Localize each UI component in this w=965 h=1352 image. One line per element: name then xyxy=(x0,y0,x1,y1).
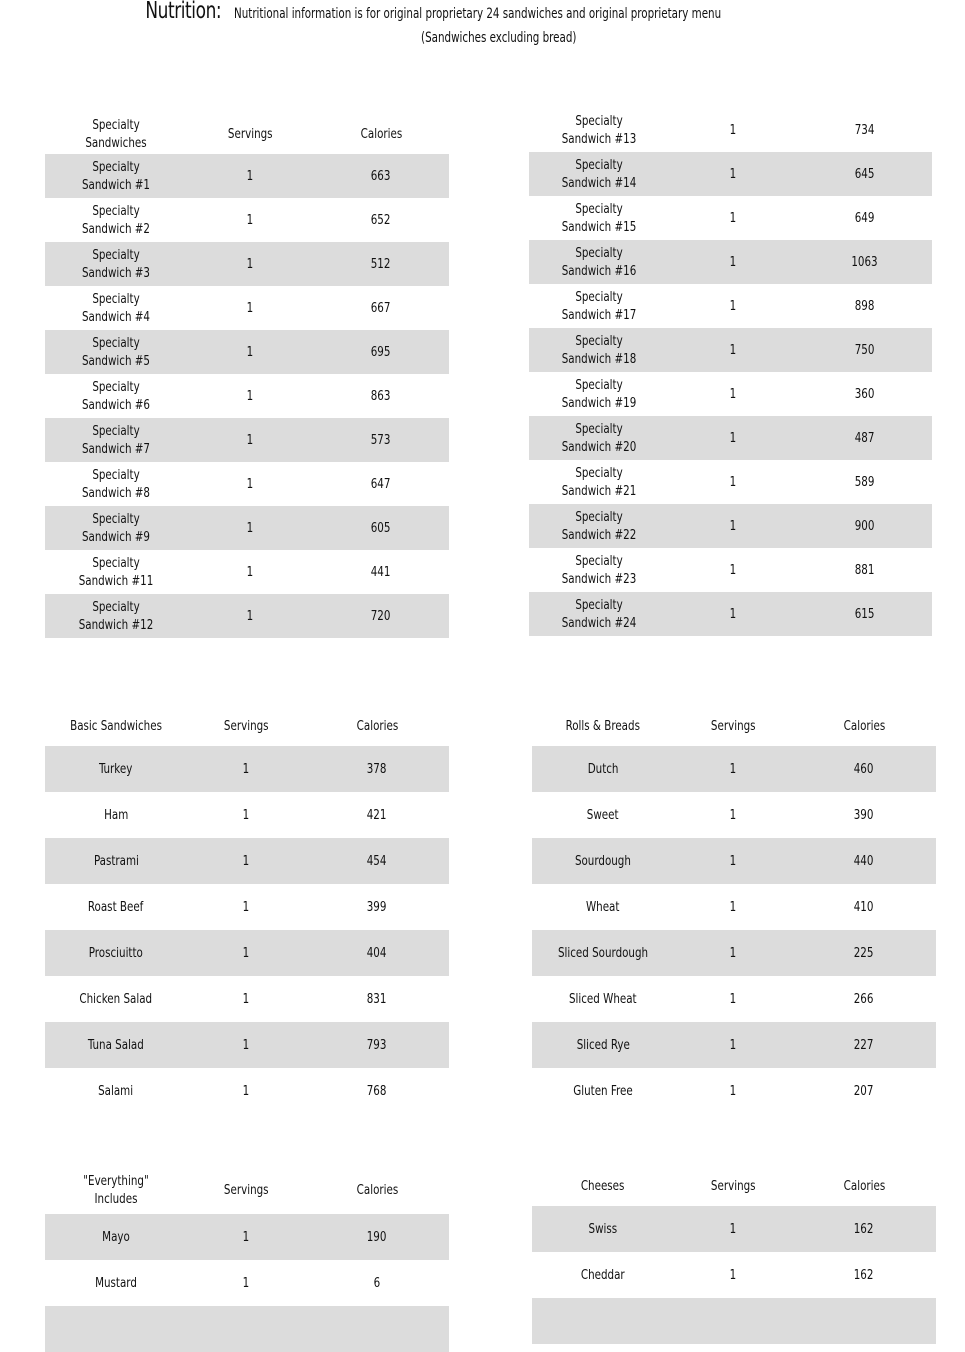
servings-value: 1 xyxy=(242,761,250,777)
item-name: Specialty Sandwich #13 xyxy=(561,113,637,147)
table-row xyxy=(45,550,449,594)
table-row xyxy=(45,154,449,198)
servings-value: 1 xyxy=(246,432,254,448)
calories-value: 695 xyxy=(371,344,391,360)
table-row xyxy=(45,792,449,838)
item-name: Specialty Sandwich #9 xyxy=(81,511,150,545)
servings-value: 1 xyxy=(729,562,737,578)
servings-value: 1 xyxy=(242,899,250,915)
item-name: Specialty Sandwich #15 xyxy=(561,201,637,235)
item-name: Wheat xyxy=(586,899,620,915)
calories-value: 390 xyxy=(854,807,874,823)
servings-value: 1 xyxy=(246,520,254,536)
item-name: Swiss xyxy=(588,1221,618,1237)
calories-value: 460 xyxy=(854,761,874,777)
item-name: Dutch xyxy=(587,761,619,777)
calories-value: 667 xyxy=(371,300,391,316)
calories-value: 720 xyxy=(371,608,391,624)
servings-value: 1 xyxy=(729,807,737,823)
calories-value: 768 xyxy=(367,1083,387,1099)
column-header: Calories xyxy=(360,126,402,142)
servings-value: 1 xyxy=(729,1083,737,1099)
table-row xyxy=(532,1206,936,1252)
calories-value: 615 xyxy=(854,606,875,622)
column-header: Rolls & Breads xyxy=(565,718,641,734)
table-row xyxy=(45,1214,449,1260)
calories-value: 266 xyxy=(854,991,874,1007)
calories-value: 793 xyxy=(367,1037,387,1053)
table-row xyxy=(45,1068,449,1114)
table-row xyxy=(529,152,932,196)
table-row xyxy=(532,930,936,976)
servings-value: 1 xyxy=(246,476,254,492)
item-name: Roast Beef xyxy=(88,899,144,915)
table-row xyxy=(45,462,449,506)
servings-value: 1 xyxy=(729,1221,737,1237)
servings-value: 1 xyxy=(242,1083,250,1099)
table-row xyxy=(45,746,449,792)
table-header-row xyxy=(532,1166,936,1206)
servings-value: 1 xyxy=(729,254,737,270)
table-row xyxy=(529,592,932,636)
column-header: Servings xyxy=(227,126,273,142)
table-row xyxy=(532,976,936,1022)
table-row xyxy=(45,594,449,638)
calories-value xyxy=(305,1320,449,1338)
table-header-row xyxy=(45,706,449,746)
column-header: Calories xyxy=(356,1182,398,1198)
servings-value: 1 xyxy=(246,256,254,272)
calories-value: 190 xyxy=(367,1229,387,1245)
calories-value: 831 xyxy=(367,991,387,1007)
item-name: Sliced Rye xyxy=(576,1037,630,1053)
calories-value: 663 xyxy=(371,168,391,184)
servings-value: 1 xyxy=(729,122,737,138)
table-row xyxy=(45,930,449,976)
item-name: Specialty Sandwich #7 xyxy=(81,423,150,457)
item-name: Specialty Sandwich #3 xyxy=(81,247,150,281)
servings-value: 1 xyxy=(246,212,254,228)
column-header: Specialty Sandwiches xyxy=(85,117,147,151)
item-name: Specialty Sandwich #20 xyxy=(561,421,637,455)
table-row xyxy=(45,374,449,418)
servings-value: 1 xyxy=(729,430,737,446)
table-row xyxy=(529,240,932,284)
item-name: Specialty Sandwich #12 xyxy=(78,599,154,633)
calories-value: 900 xyxy=(854,518,875,534)
calories-value: 207 xyxy=(854,1083,874,1099)
table-row xyxy=(45,418,449,462)
item-name: Specialty Sandwich #6 xyxy=(81,379,150,413)
column-header: Cheeses xyxy=(581,1178,625,1194)
table-row xyxy=(532,884,936,930)
column-header: Servings xyxy=(710,718,756,734)
calories-value: 605 xyxy=(371,520,391,536)
item-name: Gluten Free xyxy=(573,1083,633,1099)
calories-value: 162 xyxy=(854,1267,874,1283)
servings-value: 1 xyxy=(729,899,737,915)
item-name: Sweet xyxy=(587,807,619,823)
servings-value: 1 xyxy=(242,1229,250,1245)
item-name: Pastrami xyxy=(93,853,139,869)
servings-value xyxy=(187,1320,305,1338)
servings-value: 1 xyxy=(242,1037,250,1053)
column-header: Calories xyxy=(356,718,398,734)
item-name: Specialty Sandwich #23 xyxy=(561,553,637,587)
table-row xyxy=(532,1068,936,1114)
calories-value: 410 xyxy=(854,899,874,915)
table-row xyxy=(45,242,449,286)
table-row xyxy=(532,1022,936,1068)
item-name: Turkey xyxy=(99,761,133,777)
servings-value: 1 xyxy=(729,474,737,490)
item-name: Salami xyxy=(98,1083,134,1099)
servings-value: 1 xyxy=(246,608,254,624)
table-header-row xyxy=(45,114,449,154)
calories-value: 6 xyxy=(373,1275,381,1291)
servings-value: 1 xyxy=(242,807,250,823)
calories-value: 440 xyxy=(854,853,874,869)
servings-value: 1 xyxy=(729,210,737,226)
calories-value: 649 xyxy=(854,210,875,226)
table-row xyxy=(529,108,932,152)
item-name: Prosciuitto xyxy=(88,945,144,961)
column-header: Servings xyxy=(710,1178,756,1194)
page-title: Nutrition: xyxy=(145,0,222,24)
item-name: Mayo xyxy=(102,1229,130,1245)
calories-value: 487 xyxy=(854,430,875,446)
calories-value: 652 xyxy=(371,212,391,228)
item-name: Mustard xyxy=(95,1275,137,1291)
servings-value: 1 xyxy=(729,298,737,314)
table-row xyxy=(529,284,932,328)
page-note: (Sandwiches excluding bread) xyxy=(420,30,577,46)
item-name: Specialty Sandwich #8 xyxy=(81,467,150,501)
servings-value: 1 xyxy=(729,945,737,961)
item-name: Ham xyxy=(103,807,129,823)
item-name: Specialty Sandwich #22 xyxy=(561,509,637,543)
item-name: Specialty Sandwich #11 xyxy=(78,555,154,589)
item-name: Specialty Sandwich #5 xyxy=(81,335,150,369)
table-row xyxy=(529,372,932,416)
item-name: Specialty Sandwich #4 xyxy=(81,291,150,325)
item-name: Tuna Salad xyxy=(88,1037,144,1053)
calories-value: 378 xyxy=(367,761,387,777)
table-row xyxy=(45,976,449,1022)
servings-value: 1 xyxy=(242,991,250,1007)
column-header: Basic Sandwiches xyxy=(70,718,162,734)
calories-value: 645 xyxy=(854,166,875,182)
page-subtitle: Nutritional information is for original proprietary 24 sandwiches and original proprietary menu xyxy=(234,6,722,22)
table-row xyxy=(529,196,932,240)
servings-value: 1 xyxy=(729,386,737,402)
servings-value: 1 xyxy=(242,945,250,961)
calories-value: 512 xyxy=(371,256,391,272)
servings-value: 1 xyxy=(242,853,250,869)
table-row xyxy=(45,330,449,374)
table-row xyxy=(532,792,936,838)
calories-value: 421 xyxy=(367,807,387,823)
calories-value: 441 xyxy=(371,564,391,580)
servings-value: 1 xyxy=(246,388,254,404)
table-row xyxy=(45,506,449,550)
header-note-line xyxy=(0,30,965,46)
table-row xyxy=(532,838,936,884)
servings-value: 1 xyxy=(729,1267,737,1283)
calories-value: 454 xyxy=(367,853,387,869)
item-name: Sourdough xyxy=(575,853,631,869)
servings-value: 1 xyxy=(729,991,737,1007)
calories-value xyxy=(792,1312,936,1330)
table-row xyxy=(45,884,449,930)
table-header-row xyxy=(45,1166,449,1214)
item-name: Sliced Sourdough xyxy=(557,945,649,961)
table-row xyxy=(45,1306,449,1352)
table-row xyxy=(529,328,932,372)
item-name: Chicken Salad xyxy=(79,991,153,1007)
column-header: Servings xyxy=(223,718,269,734)
servings-value: 1 xyxy=(729,166,737,182)
table-row xyxy=(45,838,449,884)
calories-value: 227 xyxy=(854,1037,874,1053)
table-row xyxy=(532,746,936,792)
table-row xyxy=(532,1252,936,1298)
item-name: Specialty Sandwich #1 xyxy=(81,159,150,193)
calories-value: 863 xyxy=(371,388,391,404)
item-name: Cheddar xyxy=(581,1267,625,1283)
item-name: Specialty Sandwich #16 xyxy=(561,245,637,279)
table-row xyxy=(45,286,449,330)
item-name: Sliced Wheat xyxy=(569,991,637,1007)
calories-value: 734 xyxy=(854,122,875,138)
calories-value: 881 xyxy=(854,562,875,578)
calories-value: 1063 xyxy=(851,254,878,270)
calories-value: 225 xyxy=(854,945,874,961)
calories-value: 162 xyxy=(854,1221,874,1237)
servings-value xyxy=(674,1312,792,1330)
item-name: Specialty Sandwich #18 xyxy=(561,333,637,367)
table-row xyxy=(529,460,932,504)
item-name: Specialty Sandwich #14 xyxy=(561,157,637,191)
item-name: Specialty Sandwich #17 xyxy=(561,289,637,323)
calories-value: 647 xyxy=(371,476,391,492)
calories-value: 404 xyxy=(367,945,387,961)
column-header: Servings xyxy=(223,1182,269,1198)
servings-value: 1 xyxy=(729,606,737,622)
servings-value: 1 xyxy=(246,344,254,360)
column-header: Calories xyxy=(843,1178,885,1194)
servings-value: 1 xyxy=(242,1275,250,1291)
servings-value: 1 xyxy=(729,761,737,777)
calories-value: 750 xyxy=(854,342,875,358)
servings-value: 1 xyxy=(729,518,737,534)
table-row xyxy=(45,1260,449,1306)
item-name xyxy=(532,1312,674,1330)
servings-value: 1 xyxy=(246,300,254,316)
servings-value: 1 xyxy=(246,168,254,184)
servings-value: 1 xyxy=(729,342,737,358)
table-row xyxy=(529,504,932,548)
item-name: Specialty Sandwich #24 xyxy=(561,597,637,631)
table-header-row xyxy=(532,706,936,746)
calories-value: 360 xyxy=(854,386,875,402)
table-row xyxy=(532,1298,936,1344)
item-name: Specialty Sandwich #19 xyxy=(561,377,637,411)
calories-value: 589 xyxy=(854,474,875,490)
item-name: Specialty Sandwich #21 xyxy=(561,465,637,499)
column-header: "Everything" Includes xyxy=(83,1173,149,1207)
servings-value: 1 xyxy=(729,853,737,869)
table-row xyxy=(529,548,932,592)
item-name: Specialty Sandwich #2 xyxy=(81,203,150,237)
calories-value: 399 xyxy=(367,899,387,915)
calories-value: 898 xyxy=(854,298,875,314)
header-line xyxy=(0,0,965,24)
servings-value: 1 xyxy=(729,1037,737,1053)
column-header: Calories xyxy=(843,718,885,734)
table-row xyxy=(45,198,449,242)
calories-value: 573 xyxy=(371,432,391,448)
item-name xyxy=(45,1320,187,1338)
servings-value: 1 xyxy=(246,564,254,580)
table-row xyxy=(529,416,932,460)
table-row xyxy=(45,1022,449,1068)
